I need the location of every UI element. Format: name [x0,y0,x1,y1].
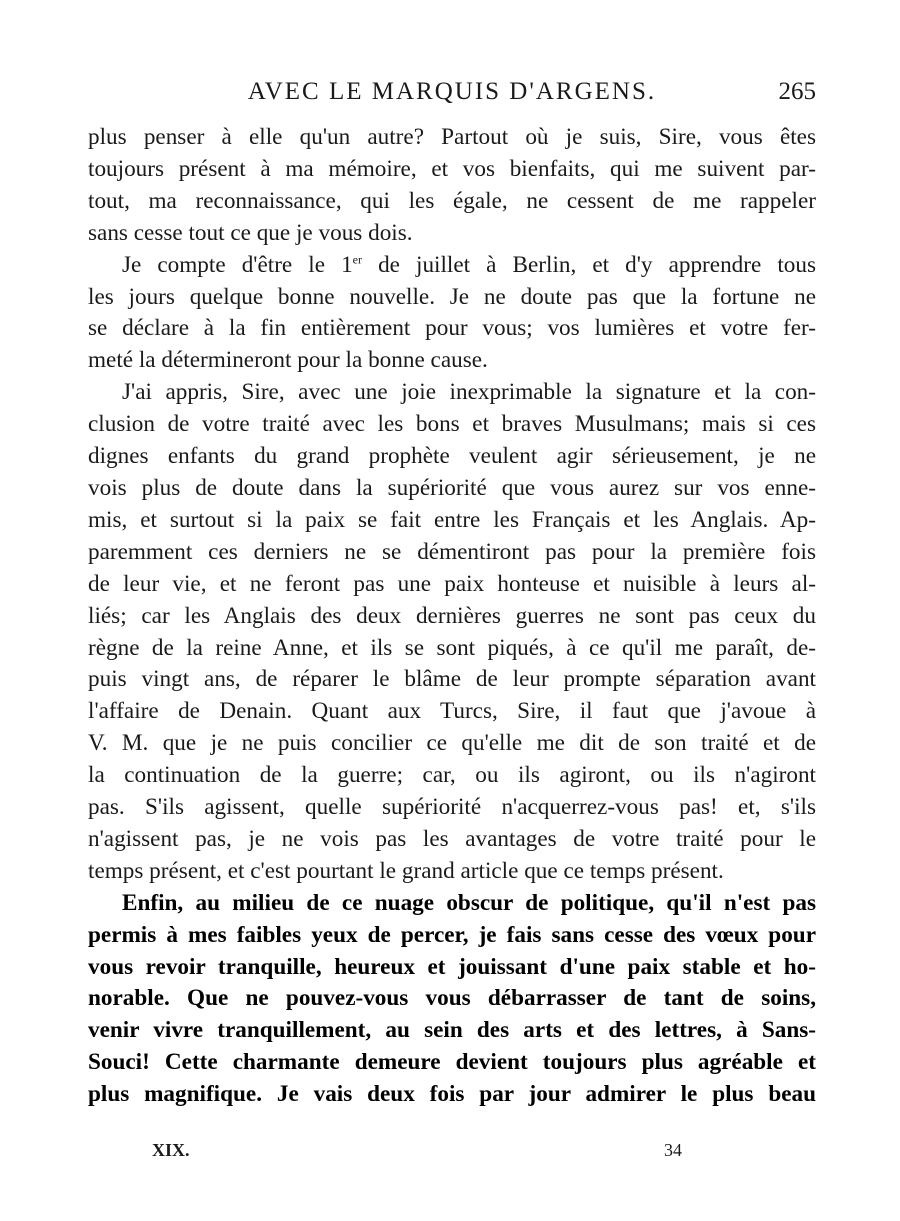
text-line: les jours quelque bonne nouvelle. Je ne doute pas que la fortune ne [88,283,816,310]
text-line: meté la détermineront pour la bonne cause. [88,347,488,374]
text-line: paremment ces derniers ne se démentiront pas pour la première fois [88,538,816,565]
text-line: se déclare à la fin entièrement pour vous; vos lumières et votre fer- [88,315,816,342]
paragraph-3 [88,377,816,888]
text-line: règne de la reine Anne, et ils se sont piqués, à ce qu'il me paraît, de- [88,634,816,661]
text-line: V. M. que je ne puis concilier ce qu'elle me dit de son traité et de [88,730,816,757]
superscript: er [352,251,362,266]
running-title: AVEC LE MARQUIS D'ARGENS. [247,78,657,105]
text-line: n'agissent pas, je ne vois pas les avantages de votre traité pour le [88,825,816,852]
text-line: liés; car les Anglais des deux dernières guerres ne sont pas ceux du [88,602,816,629]
text-line: puis vingt ans, de réparer le blâme de leur prompte séparation avant [88,666,816,693]
text-line: temps présent, et c'est pourtant le grand article que ce temps présent. [88,857,724,884]
text-line: J'ai appris, Sire, avec une joie inexprimable la signature et la con- [122,379,816,406]
body-text [88,122,816,1111]
text-fragment: Je compte d'être le 1 [122,251,353,278]
page-number: 265 [778,78,816,105]
text-line: vois plus de doute dans la supériorité que vous aurez sur vos enne- [88,474,816,501]
paragraph-4 [88,888,816,1111]
text-fragment: de juillet à Berlin, et d'y apprendre tous [362,251,816,278]
paragraph-2 [88,250,816,378]
text-line: clusion de votre traité avec les bons et braves Musulmans; mais si ces [88,411,816,438]
text-line: sans cesse tout ce que je vous dois. [88,219,413,246]
text-line: plus penser à elle qu'un autre? Partout où je suis, Sire, vous êtes [88,124,816,150]
text-line: tout, ma reconnaissance, qui les égale, ne cessent de me rappeler [88,187,816,214]
text-line: la continuation de la guerre; car, ou ils agiront, ou ils n'agiront [88,762,816,789]
text-line: Souci! Cette charmante demeure devient toujours plus agréable et [88,1049,816,1076]
sheet-number: 34 [664,1140,682,1160]
text-line: vous revoir tranquille, heureux et jouissant d'une paix stable et ho- [88,953,816,980]
text-line: de leur vie, et ne feront pas une paix honteuse et nuisible à leurs al- [88,570,816,597]
text-line: pas. S'ils agissent, quelle supériorité n'acquerrez-vous pas! et, s'ils [88,794,816,821]
text-line [88,250,816,282]
text-line: mis, et surtout si la paix se fait entre les Français et les Anglais. Ap- [88,506,816,533]
text-line: l'affaire de Denain. Quant aux Turcs, Sire, il faut que j'avoue à [88,698,816,725]
text-line: norable. Que ne pouvez-vous vous débarrasser de tant de soins, [88,985,816,1012]
paragraph-1 [88,122,816,250]
text-line: permis à mes faibles yeux de percer, je fais sans cesse des vœux pour [88,921,816,948]
signature-mark: XIX. [152,1140,190,1160]
text-line: Enfin, au milieu de ce nuage obscur de politique, qu'il n'est pas [122,889,816,916]
text-line: venir vivre tranquillement, au sein des arts et des lettres, à Sans- [88,1017,816,1044]
page-footer [88,1140,816,1164]
text-line: toujours présent à ma mémoire, et vos bienfaits, qui me suivent par- [88,155,816,182]
text-line: dignes enfants du grand prophète veulent agir sérieusement, je ne [88,443,816,470]
text-line: plus magnifique. Je vais deux fois par jour admirer le plus beau [88,1081,816,1108]
running-head [88,78,816,114]
